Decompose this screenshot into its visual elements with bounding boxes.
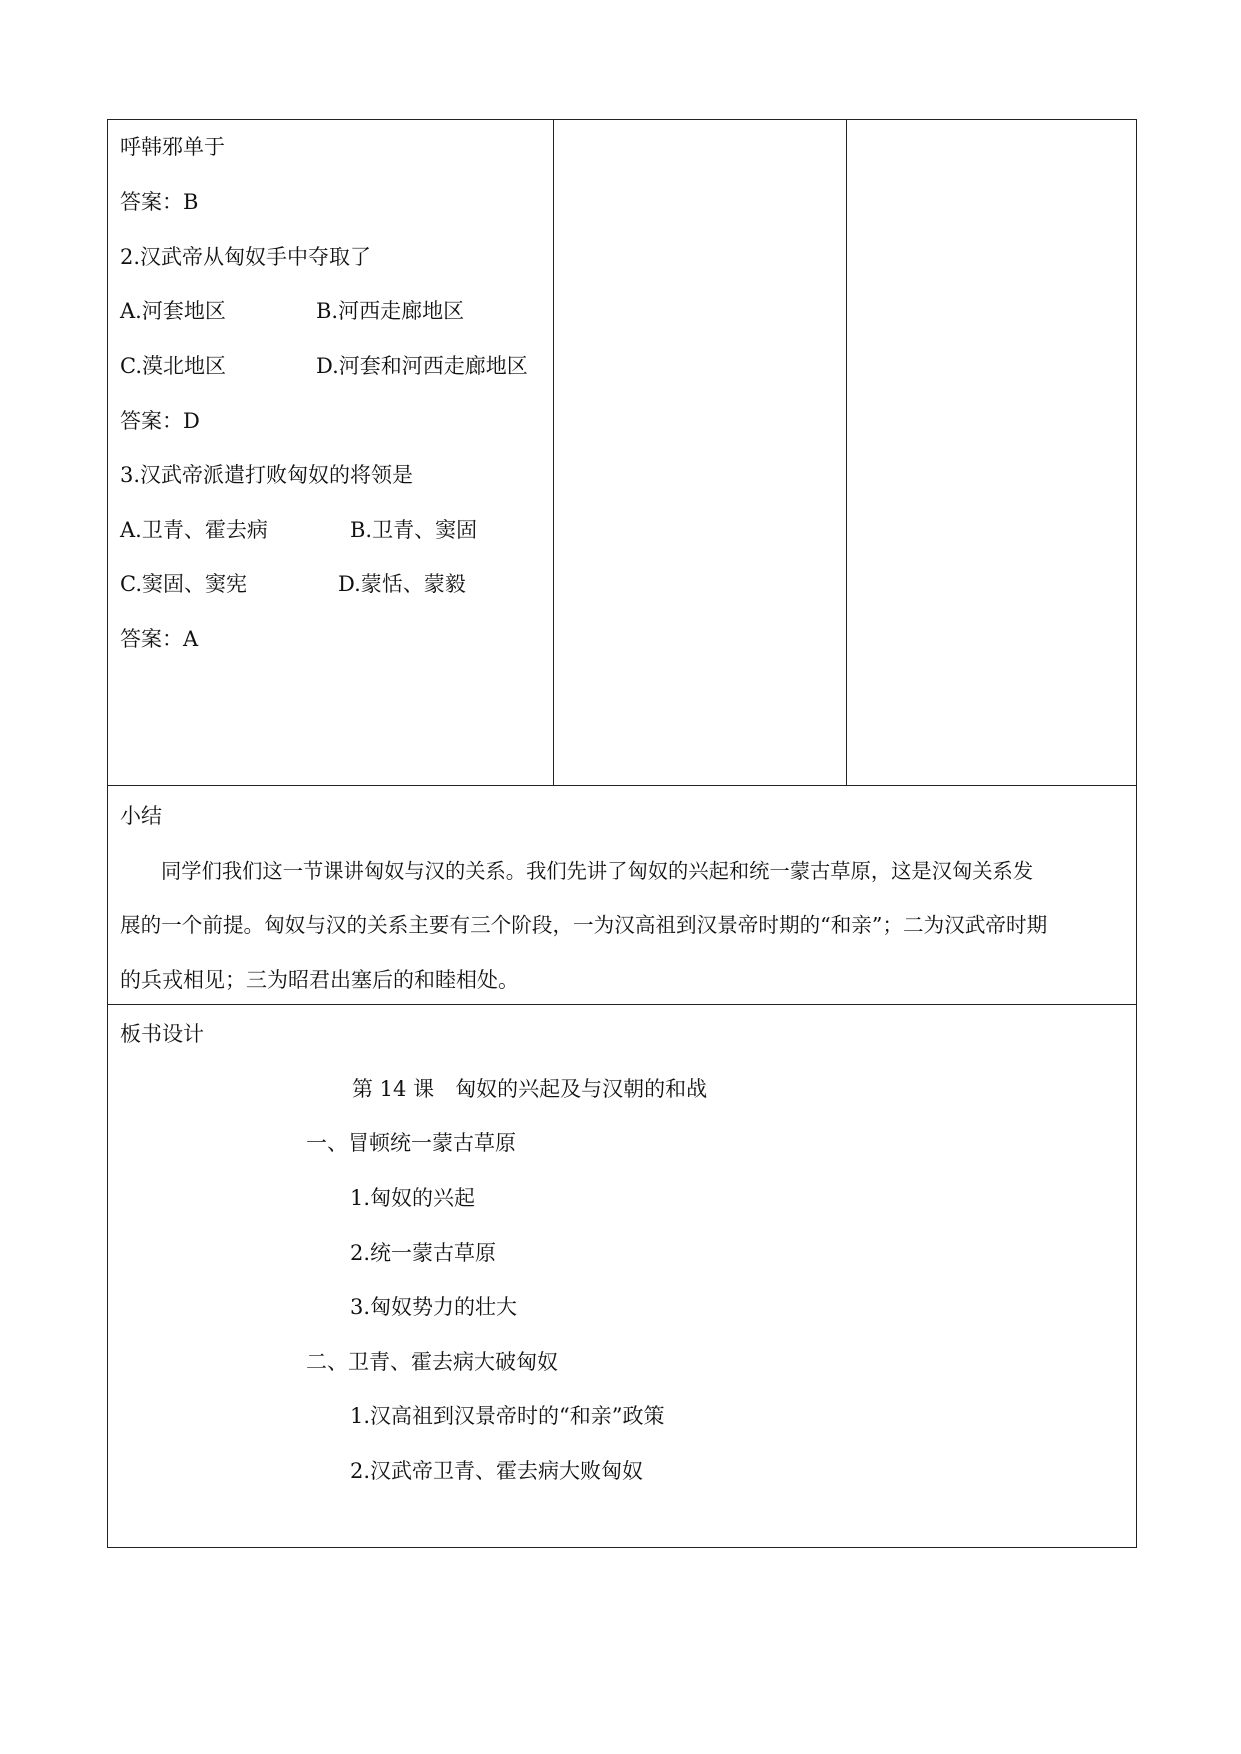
lesson-table bbox=[107, 119, 1137, 1548]
q2-option-d: D.河套和河西走廊地区 bbox=[316, 354, 528, 378]
board-section-1-item-3: 3.匈奴势力的壮大 bbox=[350, 1295, 518, 1319]
q2-option-b: B.河西走廊地区 bbox=[316, 299, 465, 323]
summary-line-3: 的兵戎相见；三为昭君出塞后的和睦相处。 bbox=[120, 968, 519, 992]
board-section-2-item-2: 2.汉武帝卫青、霍去病大败匈奴 bbox=[350, 1459, 644, 1483]
board-section-1-item-2: 2.统一蒙古草原 bbox=[350, 1241, 497, 1265]
q3-option-b: B.卫青、窦固 bbox=[350, 518, 478, 542]
q2-option-a: A.河套地区 bbox=[120, 299, 226, 323]
q2-option-c: C.漠北地区 bbox=[120, 354, 226, 378]
board-section-1: 一、冒顿统一蒙古草原 bbox=[306, 1131, 516, 1155]
answer-3: 答案：A bbox=[120, 627, 199, 651]
summary-heading: 小结 bbox=[120, 804, 162, 828]
row-divider-summary bbox=[108, 785, 1136, 786]
board-section-1-item-1: 1.匈奴的兴起 bbox=[350, 1186, 476, 1210]
q3-option-c: C.窦固、窦宪 bbox=[120, 572, 247, 596]
question-2: 2.汉武帝从匈奴手中夺取了 bbox=[120, 245, 372, 269]
summary-line-1: 同学们我们这一节课讲匈奴与汉的关系。我们先讲了匈奴的兴起和统一蒙古草原，这是汉匈关系发 bbox=[161, 859, 1034, 883]
board-title: 第 14 课 匈奴的兴起及与汉朝的和战 bbox=[352, 1077, 708, 1101]
summary-line-2: 展的一个前提。匈奴与汉的关系主要有三个阶段，一为汉高祖到汉景帝时期的“和亲”；二为汉武帝时期 bbox=[120, 913, 1048, 937]
column-divider-1 bbox=[553, 120, 554, 785]
column-divider-2 bbox=[846, 120, 847, 785]
board-heading: 板书设计 bbox=[120, 1022, 204, 1046]
q3-option-a: A.卫青、霍去病 bbox=[120, 518, 268, 542]
answer-1: 答案：B bbox=[120, 190, 199, 214]
quiz-continuation: 呼韩邪单于 bbox=[120, 135, 225, 159]
row-divider-board bbox=[108, 1004, 1136, 1005]
board-section-2: 二、卫青、霍去病大破匈奴 bbox=[306, 1350, 558, 1374]
question-3: 3.汉武帝派遣打败匈奴的将领是 bbox=[120, 463, 414, 487]
q3-option-d: D.蒙恬、蒙毅 bbox=[338, 572, 466, 596]
answer-2: 答案：D bbox=[120, 409, 200, 433]
board-section-2-item-1: 1.汉高祖到汉景帝时的“和亲”政策 bbox=[350, 1404, 665, 1428]
